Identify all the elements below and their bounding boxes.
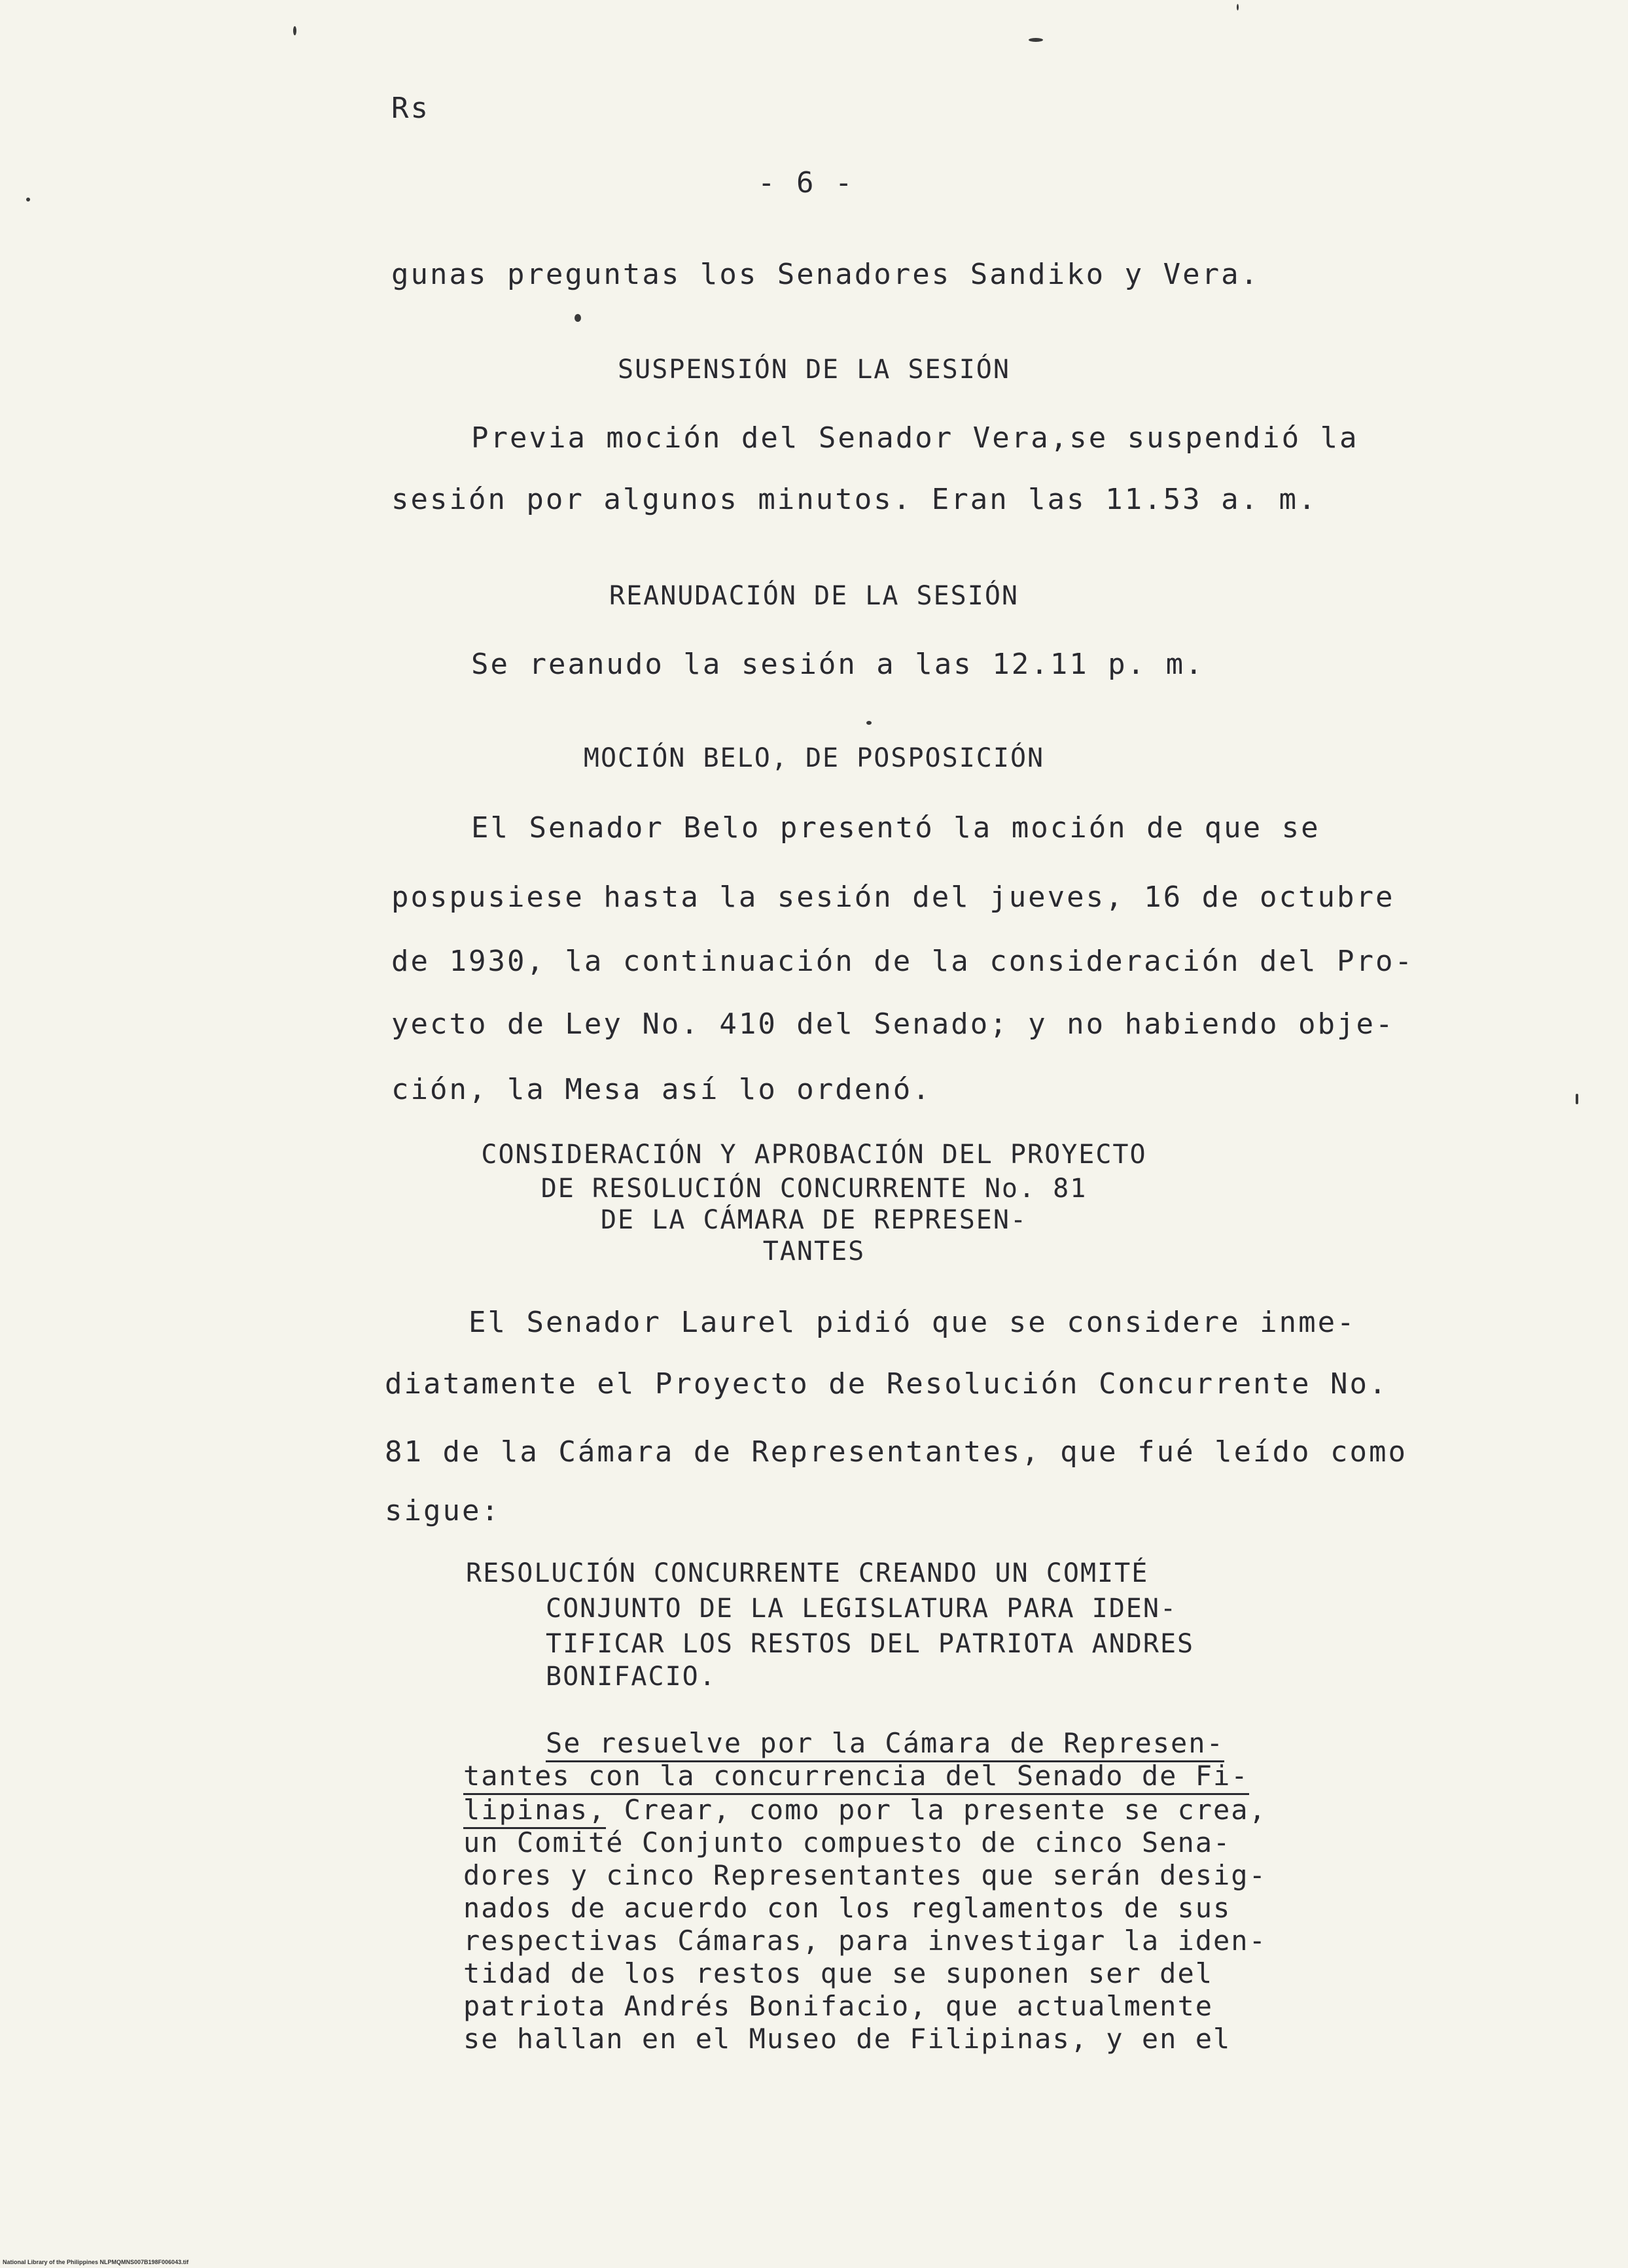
text-line: Previa moción del Senador Vera,se suspendió la: [471, 421, 1359, 455]
text-line: diatamente el Proyecto de Resolución Concurrente No.: [385, 1367, 1389, 1401]
section-heading-mocion-belo: MOCIÓN BELO, DE POSPOSICIÓN: [583, 743, 1045, 773]
section-heading-consideracion-line4: TANTES: [762, 1236, 866, 1266]
section-heading-reanudacion: REANUDACIÓN DE LA SESIÓN: [609, 581, 1019, 611]
section-heading-consideracion-line3: DE LA CÁMARA DE REPRESEN-: [600, 1205, 1028, 1235]
scan-mark: [575, 314, 581, 322]
text-line: pospusiese hasta la sesión del jueves, 16 de octubre: [391, 881, 1395, 914]
text-line: de 1930, la continuación de la consideración del Pro-: [391, 945, 1414, 978]
text-line: 81 de la Cámara de Representantes, que fué leído como: [385, 1435, 1407, 1469]
resolution-body-line: nados de acuerdo con los reglamentos de sus: [463, 1892, 1231, 1924]
resolution-body-line: un Comité Conjunto compuesto de cinco Sena-: [463, 1826, 1231, 1858]
text-line: ción, la Mesa así lo ordenó.: [391, 1073, 932, 1106]
resolution-body-line: respectivas Cámaras, para investigar la iden-: [463, 1925, 1267, 1957]
resolution-title-line4: BONIFACIO.: [546, 1662, 717, 1692]
text-line: gunas preguntas los Senadores Sandiko y Vera.: [391, 258, 1260, 291]
scan-source-caption: National Library of the Philippines NLPMQMNS007B198F006043.tif: [3, 2259, 189, 2265]
resolution-body-line: tantes con la concurrencia del Senado de Fi-: [463, 1760, 1249, 1795]
scan-mark: [1576, 1094, 1578, 1104]
page-number: - 6 -: [758, 166, 855, 200]
text-line: El Senador Laurel pidió que se considere inme-: [469, 1306, 1356, 1339]
resolution-body-line: dores y cinco Representantes que serán desig-: [463, 1859, 1267, 1891]
section-heading-suspension: SUSPENSIÓN DE LA SESIÓN: [618, 355, 1010, 385]
scan-mark: [293, 26, 296, 35]
resolution-body-line: [463, 1794, 1267, 1826]
resolution-body-text: Crear, como por la presente se crea,: [606, 1794, 1267, 1826]
resolution-title-line3: TIFICAR LOS RESTOS DEL PATRIOTA ANDRES: [546, 1629, 1195, 1659]
resolution-body-line: Se resuelve por la Cámara de Represen-: [546, 1727, 1224, 1762]
text-line: sigue:: [385, 1494, 501, 1527]
text-line: yecto de Ley No. 410 del Senado; y no habiendo obje-: [391, 1007, 1395, 1041]
resolution-title: RESOLUCIÓN CONCURRENTE CREANDO UN COMITÉ: [466, 1558, 1149, 1588]
scan-mark: [866, 721, 872, 725]
resolution-body-line: tidad de los restos que se suponen ser del: [463, 1957, 1214, 1989]
resolution-underlined-word: lipinas,: [463, 1794, 606, 1829]
scan-mark: [1237, 4, 1239, 10]
section-heading-consideracion: CONSIDERACIÓN Y APROBACIÓN DEL PROYECTO: [481, 1140, 1147, 1170]
resolution-title-line2: CONJUNTO DE LA LEGISLATURA PARA IDEN-: [546, 1594, 1178, 1624]
text-line: Se reanudo la sesión a las 12.11 p. m.: [471, 648, 1205, 681]
scan-mark: [26, 198, 30, 201]
resolution-body-line: patriota Andrés Bonifacio, que actualmente: [463, 1990, 1214, 2022]
section-heading-consideracion-line2: DE RESOLUCIÓN CONCURRENTE No. 81: [540, 1174, 1088, 1204]
typist-initials: Rs: [391, 92, 430, 125]
text-line: sesión por algunos minutos. Eran las 11.53 a. m.: [391, 483, 1318, 516]
text-line: El Senador Belo presentó la moción de que se: [471, 811, 1320, 845]
resolution-body-line: se hallan en el Museo de Filipinas, y en el: [463, 2023, 1231, 2055]
scan-mark: [1029, 38, 1043, 42]
